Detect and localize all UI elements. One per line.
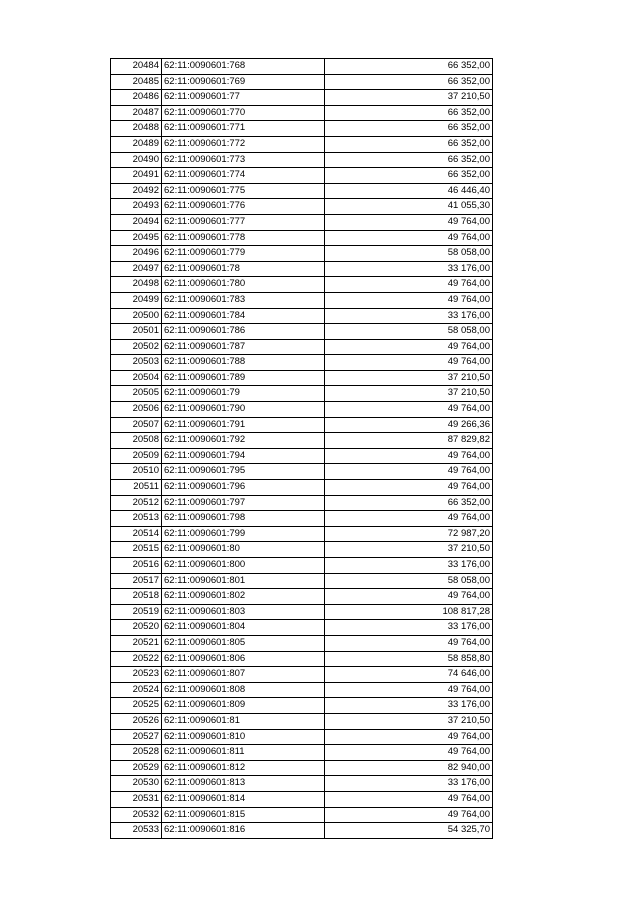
cadastral-number-cell: 62:11:0090601:779	[162, 246, 325, 262]
table-row	[111, 214, 493, 230]
value-cell: 33 176,00	[325, 620, 493, 636]
row-number-cell: 20499	[111, 292, 162, 308]
cadastral-number-cell: 62:11:0090601:790	[162, 402, 325, 418]
row-number-cell: 20529	[111, 760, 162, 776]
value-cell: 108 817,28	[325, 604, 493, 620]
cadastral-number-cell: 62:11:0090601:796	[162, 480, 325, 496]
table-row	[111, 168, 493, 184]
cadastral-number-cell: 62:11:0090601:78	[162, 261, 325, 277]
value-cell: 46 446,40	[325, 183, 493, 199]
value-cell: 33 176,00	[325, 558, 493, 574]
value-cell: 58 058,00	[325, 573, 493, 589]
cadastral-number-cell: 62:11:0090601:792	[162, 433, 325, 449]
row-number-cell: 20510	[111, 464, 162, 480]
row-number-cell: 20522	[111, 651, 162, 667]
row-number-cell: 20485	[111, 74, 162, 90]
value-cell: 33 176,00	[325, 776, 493, 792]
value-cell: 66 352,00	[325, 168, 493, 184]
row-number-cell: 20490	[111, 152, 162, 168]
row-number-cell: 20492	[111, 183, 162, 199]
value-cell: 49 764,00	[325, 292, 493, 308]
row-number-cell: 20497	[111, 261, 162, 277]
cadastral-number-cell: 62:11:0090601:791	[162, 417, 325, 433]
table-row	[111, 682, 493, 698]
table-row	[111, 651, 493, 667]
row-number-cell: 20484	[111, 59, 162, 75]
cadastral-number-cell: 62:11:0090601:780	[162, 277, 325, 293]
value-cell: 66 352,00	[325, 105, 493, 121]
table-row	[111, 480, 493, 496]
cadastral-number-cell: 62:11:0090601:774	[162, 168, 325, 184]
value-cell: 49 764,00	[325, 745, 493, 761]
row-number-cell: 20519	[111, 604, 162, 620]
row-number-cell: 20511	[111, 480, 162, 496]
cadastral-number-cell: 62:11:0090601:778	[162, 230, 325, 246]
value-cell: 49 764,00	[325, 464, 493, 480]
value-cell: 66 352,00	[325, 121, 493, 137]
value-cell: 37 210,50	[325, 370, 493, 386]
row-number-cell: 20518	[111, 589, 162, 605]
cadastral-number-cell: 62:11:0090601:812	[162, 760, 325, 776]
cadastral-number-cell: 62:11:0090601:803	[162, 604, 325, 620]
table-row	[111, 324, 493, 340]
cadastral-number-cell: 62:11:0090601:809	[162, 698, 325, 714]
cadastral-number-cell: 62:11:0090601:771	[162, 121, 325, 137]
row-number-cell: 20496	[111, 246, 162, 262]
table-row	[111, 667, 493, 683]
row-number-cell: 20533	[111, 823, 162, 839]
table-row	[111, 542, 493, 558]
value-cell: 66 352,00	[325, 74, 493, 90]
document-page	[110, 58, 492, 839]
table-row	[111, 292, 493, 308]
row-number-cell: 20500	[111, 308, 162, 324]
table-row	[111, 230, 493, 246]
table-row	[111, 791, 493, 807]
row-number-cell: 20501	[111, 324, 162, 340]
cadastral-number-cell: 62:11:0090601:813	[162, 776, 325, 792]
table-row	[111, 277, 493, 293]
row-number-cell: 20494	[111, 214, 162, 230]
table-row	[111, 823, 493, 839]
row-number-cell: 20505	[111, 386, 162, 402]
table-row	[111, 136, 493, 152]
table-row	[111, 121, 493, 137]
table-row	[111, 511, 493, 527]
table-row	[111, 526, 493, 542]
table-body	[111, 59, 493, 839]
row-number-cell: 20530	[111, 776, 162, 792]
cadastral-number-cell: 62:11:0090601:788	[162, 355, 325, 371]
table-row	[111, 183, 493, 199]
table-row	[111, 59, 493, 75]
value-cell: 49 764,00	[325, 807, 493, 823]
cadastral-number-cell: 62:11:0090601:802	[162, 589, 325, 605]
row-number-cell: 20508	[111, 433, 162, 449]
row-number-cell: 20528	[111, 745, 162, 761]
cadastral-number-cell: 62:11:0090601:784	[162, 308, 325, 324]
cadastral-number-cell: 62:11:0090601:798	[162, 511, 325, 527]
table-row	[111, 74, 493, 90]
value-cell: 49 764,00	[325, 511, 493, 527]
row-number-cell: 20517	[111, 573, 162, 589]
row-number-cell: 20507	[111, 417, 162, 433]
cadastral-number-cell: 62:11:0090601:80	[162, 542, 325, 558]
cadastral-number-cell: 62:11:0090601:814	[162, 791, 325, 807]
cadastral-number-cell: 62:11:0090601:79	[162, 386, 325, 402]
value-cell: 66 352,00	[325, 152, 493, 168]
value-cell: 49 764,00	[325, 214, 493, 230]
data-table	[110, 58, 493, 839]
table-row	[111, 417, 493, 433]
value-cell: 66 352,00	[325, 495, 493, 511]
table-row	[111, 745, 493, 761]
cadastral-number-cell: 62:11:0090601:807	[162, 667, 325, 683]
table-row	[111, 713, 493, 729]
value-cell: 49 764,00	[325, 682, 493, 698]
value-cell: 33 176,00	[325, 261, 493, 277]
row-number-cell: 20506	[111, 402, 162, 418]
row-number-cell: 20525	[111, 698, 162, 714]
cadastral-number-cell: 62:11:0090601:777	[162, 214, 325, 230]
table-row	[111, 635, 493, 651]
value-cell: 33 176,00	[325, 308, 493, 324]
value-cell: 82 940,00	[325, 760, 493, 776]
value-cell: 49 764,00	[325, 355, 493, 371]
value-cell: 33 176,00	[325, 698, 493, 714]
cadastral-number-cell: 62:11:0090601:770	[162, 105, 325, 121]
table-row	[111, 760, 493, 776]
table-row	[111, 495, 493, 511]
row-number-cell: 20495	[111, 230, 162, 246]
value-cell: 49 764,00	[325, 230, 493, 246]
table-row	[111, 355, 493, 371]
row-number-cell: 20513	[111, 511, 162, 527]
row-number-cell: 20515	[111, 542, 162, 558]
row-number-cell: 20504	[111, 370, 162, 386]
row-number-cell: 20491	[111, 168, 162, 184]
cadastral-number-cell: 62:11:0090601:797	[162, 495, 325, 511]
table-row	[111, 386, 493, 402]
table-row	[111, 698, 493, 714]
row-number-cell: 20526	[111, 713, 162, 729]
table-row	[111, 308, 493, 324]
table-row	[111, 246, 493, 262]
cadastral-number-cell: 62:11:0090601:787	[162, 339, 325, 355]
row-number-cell: 20523	[111, 667, 162, 683]
row-number-cell: 20520	[111, 620, 162, 636]
table-row	[111, 402, 493, 418]
value-cell: 58 858,80	[325, 651, 493, 667]
cadastral-number-cell: 62:11:0090601:772	[162, 136, 325, 152]
cadastral-number-cell: 62:11:0090601:789	[162, 370, 325, 386]
value-cell: 49 764,00	[325, 339, 493, 355]
row-number-cell: 20516	[111, 558, 162, 574]
cadastral-number-cell: 62:11:0090601:804	[162, 620, 325, 636]
value-cell: 49 764,00	[325, 402, 493, 418]
value-cell: 37 210,50	[325, 713, 493, 729]
table-row	[111, 776, 493, 792]
value-cell: 66 352,00	[325, 136, 493, 152]
cadastral-number-cell: 62:11:0090601:806	[162, 651, 325, 667]
cadastral-number-cell: 62:11:0090601:815	[162, 807, 325, 823]
row-number-cell: 20527	[111, 729, 162, 745]
table-row	[111, 589, 493, 605]
row-number-cell: 20488	[111, 121, 162, 137]
value-cell: 37 210,50	[325, 542, 493, 558]
cadastral-number-cell: 62:11:0090601:800	[162, 558, 325, 574]
value-cell: 49 764,00	[325, 791, 493, 807]
value-cell: 37 210,50	[325, 90, 493, 106]
cadastral-number-cell: 62:11:0090601:811	[162, 745, 325, 761]
value-cell: 74 646,00	[325, 667, 493, 683]
row-number-cell: 20524	[111, 682, 162, 698]
row-number-cell: 20531	[111, 791, 162, 807]
value-cell: 49 764,00	[325, 729, 493, 745]
table-row	[111, 464, 493, 480]
cadastral-number-cell: 62:11:0090601:805	[162, 635, 325, 651]
row-number-cell: 20514	[111, 526, 162, 542]
cadastral-number-cell: 62:11:0090601:77	[162, 90, 325, 106]
cadastral-number-cell: 62:11:0090601:799	[162, 526, 325, 542]
row-number-cell: 20532	[111, 807, 162, 823]
value-cell: 37 210,50	[325, 386, 493, 402]
row-number-cell: 20502	[111, 339, 162, 355]
cadastral-number-cell: 62:11:0090601:786	[162, 324, 325, 340]
table-row	[111, 339, 493, 355]
cadastral-number-cell: 62:11:0090601:773	[162, 152, 325, 168]
table-row	[111, 199, 493, 215]
row-number-cell: 20498	[111, 277, 162, 293]
row-number-cell: 20486	[111, 90, 162, 106]
cadastral-number-cell: 62:11:0090601:775	[162, 183, 325, 199]
table-row	[111, 573, 493, 589]
row-number-cell: 20493	[111, 199, 162, 215]
cadastral-number-cell: 62:11:0090601:801	[162, 573, 325, 589]
table-row	[111, 558, 493, 574]
value-cell: 87 829,82	[325, 433, 493, 449]
table-row	[111, 105, 493, 121]
cadastral-number-cell: 62:11:0090601:808	[162, 682, 325, 698]
cadastral-number-cell: 62:11:0090601:81	[162, 713, 325, 729]
value-cell: 54 325,70	[325, 823, 493, 839]
table-row	[111, 261, 493, 277]
value-cell: 49 764,00	[325, 448, 493, 464]
table-row	[111, 729, 493, 745]
cadastral-number-cell: 62:11:0090601:795	[162, 464, 325, 480]
table-row	[111, 433, 493, 449]
row-number-cell: 20512	[111, 495, 162, 511]
cadastral-number-cell: 62:11:0090601:769	[162, 74, 325, 90]
value-cell: 49 764,00	[325, 277, 493, 293]
row-number-cell: 20521	[111, 635, 162, 651]
row-number-cell: 20503	[111, 355, 162, 371]
table-row	[111, 152, 493, 168]
row-number-cell: 20487	[111, 105, 162, 121]
row-number-cell: 20509	[111, 448, 162, 464]
table-row	[111, 90, 493, 106]
cadastral-number-cell: 62:11:0090601:783	[162, 292, 325, 308]
cadastral-number-cell: 62:11:0090601:794	[162, 448, 325, 464]
value-cell: 49 764,00	[325, 589, 493, 605]
row-number-cell: 20489	[111, 136, 162, 152]
value-cell: 49 764,00	[325, 480, 493, 496]
table-row	[111, 370, 493, 386]
value-cell: 58 058,00	[325, 246, 493, 262]
value-cell: 49 764,00	[325, 635, 493, 651]
value-cell: 58 058,00	[325, 324, 493, 340]
value-cell: 41 055,30	[325, 199, 493, 215]
cadastral-number-cell: 62:11:0090601:768	[162, 59, 325, 75]
cadastral-number-cell: 62:11:0090601:776	[162, 199, 325, 215]
value-cell: 66 352,00	[325, 59, 493, 75]
value-cell: 49 266,36	[325, 417, 493, 433]
table-row	[111, 604, 493, 620]
table-row	[111, 448, 493, 464]
cadastral-number-cell: 62:11:0090601:816	[162, 823, 325, 839]
table-row	[111, 620, 493, 636]
cadastral-number-cell: 62:11:0090601:810	[162, 729, 325, 745]
value-cell: 72 987,20	[325, 526, 493, 542]
table-row	[111, 807, 493, 823]
